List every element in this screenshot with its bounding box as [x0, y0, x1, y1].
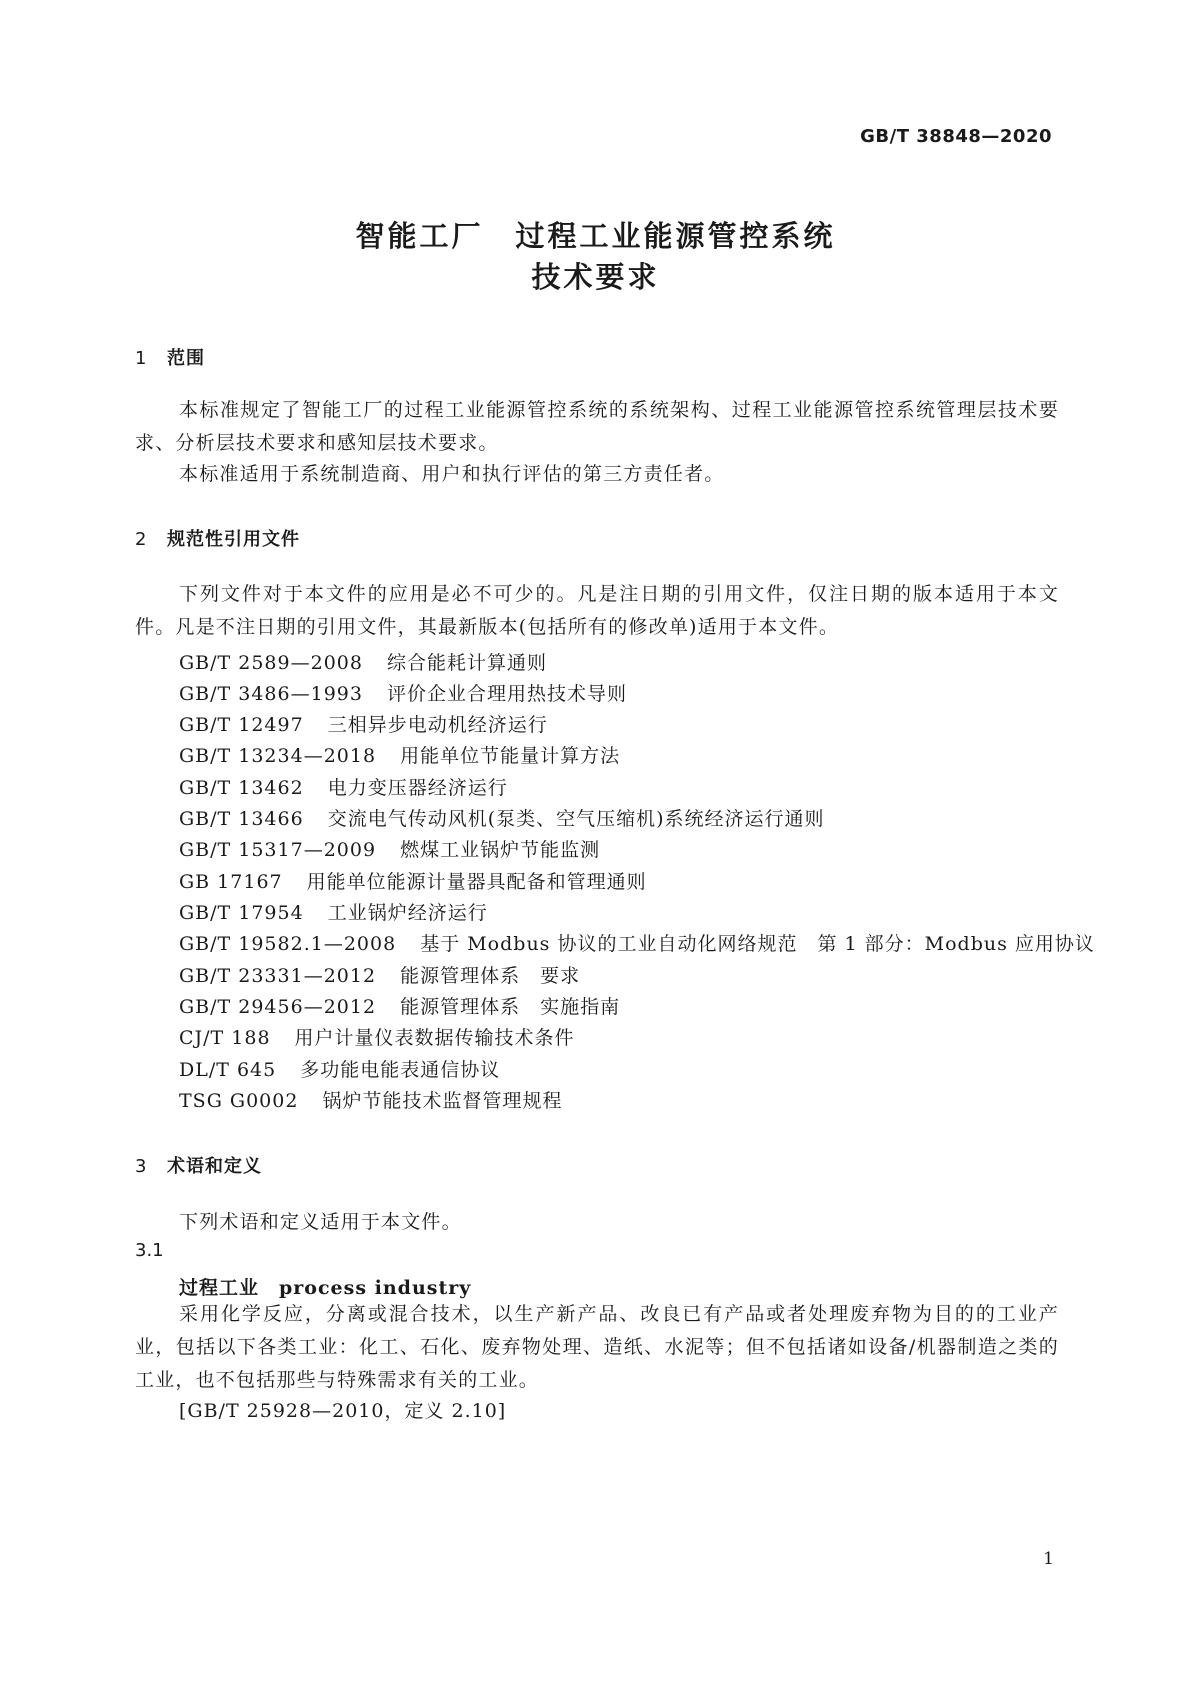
reference-item: [179, 961, 580, 988]
section-title: 术语和定义: [167, 1156, 262, 1177]
section-number: 1: [135, 348, 148, 369]
reference-code: GB/T 29456—2012: [179, 996, 377, 1018]
reference-code: GB/T 3486—1993: [179, 683, 363, 705]
section-1-paragraph-2: 本标准适用于系统制造商、用户和执行评估的第三方责任者。: [179, 463, 725, 485]
section-2-intro: 下列文件对于本文件的应用是必不可少的。凡是注日期的引用文件，仅注日期的版本适用于本文件。凡是不注日期的引用文件，其最新版本(包括所有的修改单)适用于本文件。: [135, 583, 1059, 638]
section-1-heading: [135, 344, 205, 370]
section-title: 范围: [167, 348, 205, 369]
reference-item: [179, 929, 1095, 956]
section-3-intro: 下列术语和定义适用于本文件。: [179, 1211, 462, 1233]
reference-title: 交流电气传动风机(泵类、空气压缩机)系统经济运行通则: [327, 808, 825, 830]
reference-title: 燃煤工业锅炉节能监测: [400, 839, 601, 861]
reference-code: CJ/T 188: [179, 1027, 271, 1049]
page-number: 1: [1043, 1549, 1054, 1569]
reference-code: GB/T 12497: [179, 714, 304, 736]
reference-item: [179, 773, 508, 800]
document-title-line-1: 智能工厂 过程工业能源管控系统: [355, 219, 836, 253]
reference-title: 用能单位能源计量器具配备和管理通则: [306, 871, 647, 893]
reference-code: DL/T 645: [179, 1059, 277, 1081]
section-1-paragraph-1: 本标准规定了智能工厂的过程工业能源管控系统的系统架构、过程工业能源管控系统管理层技术要求、分析层技术要求和感知层技术要求。: [135, 399, 1059, 454]
term-source: [GB/T 25928—2010，定义 2.10]: [179, 1400, 507, 1422]
reference-code: TSG G0002: [179, 1090, 299, 1112]
reference-title: 用能单位节能量计算方法: [400, 745, 621, 767]
section-title: 规范性引用文件: [167, 529, 300, 550]
reference-item: [179, 710, 548, 737]
reference-title: 锅炉节能技术监督管理规程: [322, 1090, 563, 1112]
reference-item: [179, 741, 620, 768]
reference-title: 综合能耗计算通则: [386, 652, 547, 674]
reference-item: [179, 1023, 575, 1050]
reference-code: GB/T 13234—2018: [179, 745, 377, 767]
reference-item: [179, 804, 825, 831]
reference-code: GB 17167: [179, 871, 283, 893]
document-title-line-2: 技术要求: [531, 260, 660, 294]
term-number: 3.1: [135, 1240, 164, 1261]
reference-title: 评价企业合理用热技术导则: [386, 683, 627, 705]
term-english: process industry: [279, 1277, 472, 1299]
reference-title: 工业锅炉经济运行: [327, 902, 488, 924]
section-number: 2: [135, 529, 148, 550]
standard-number: GB/T 38848—2020: [860, 126, 1052, 147]
reference-title: 多功能电能表通信协议: [300, 1059, 501, 1081]
reference-code: GB/T 17954: [179, 902, 304, 924]
section-number: 3: [135, 1156, 148, 1177]
reference-code: GB/T 13466: [179, 808, 304, 830]
reference-title: 能源管理体系 要求: [400, 965, 581, 987]
term-entry: [179, 1273, 471, 1300]
reference-title: 基于 Modbus 协议的工业自动化网络规范 第 1 部分：Modbus 应用协议: [420, 933, 1095, 955]
section-2-heading: [135, 525, 300, 551]
reference-item: [179, 679, 627, 706]
term-definition: 采用化学反应，分离或混合技术，以生产新产品、改良已有产品或者处理废弃物为目的的工业产业，包括以下各类工业：化工、石化、废弃物处理、造纸、水泥等；但不包括诸如设备/机器制造之类的工业，也不包括那些与特殊需求有关的工业。: [135, 1303, 1059, 1391]
reference-item: [179, 1055, 500, 1082]
term-chinese: 过程工业: [179, 1277, 260, 1299]
reference-title: 三相异步电动机经济运行: [327, 714, 548, 736]
reference-title: 能源管理体系 实施指南: [400, 996, 621, 1018]
reference-code: GB/T 2589—2008: [179, 652, 363, 674]
reference-title: 电力变压器经济运行: [327, 777, 508, 799]
reference-code: GB/T 23331—2012: [179, 965, 377, 987]
reference-item: [179, 648, 547, 675]
section-3-heading: [135, 1152, 262, 1178]
reference-item: [179, 835, 600, 862]
reference-item: [179, 992, 620, 1019]
reference-code: GB/T 19582.1—2008: [179, 933, 397, 955]
reference-item: [179, 867, 647, 894]
reference-item: [179, 1086, 562, 1113]
reference-code: GB/T 15317—2009: [179, 839, 377, 861]
reference-item: [179, 898, 488, 925]
reference-code: GB/T 13462: [179, 777, 304, 799]
reference-title: 用户计量仪表数据传输技术条件: [294, 1027, 575, 1049]
